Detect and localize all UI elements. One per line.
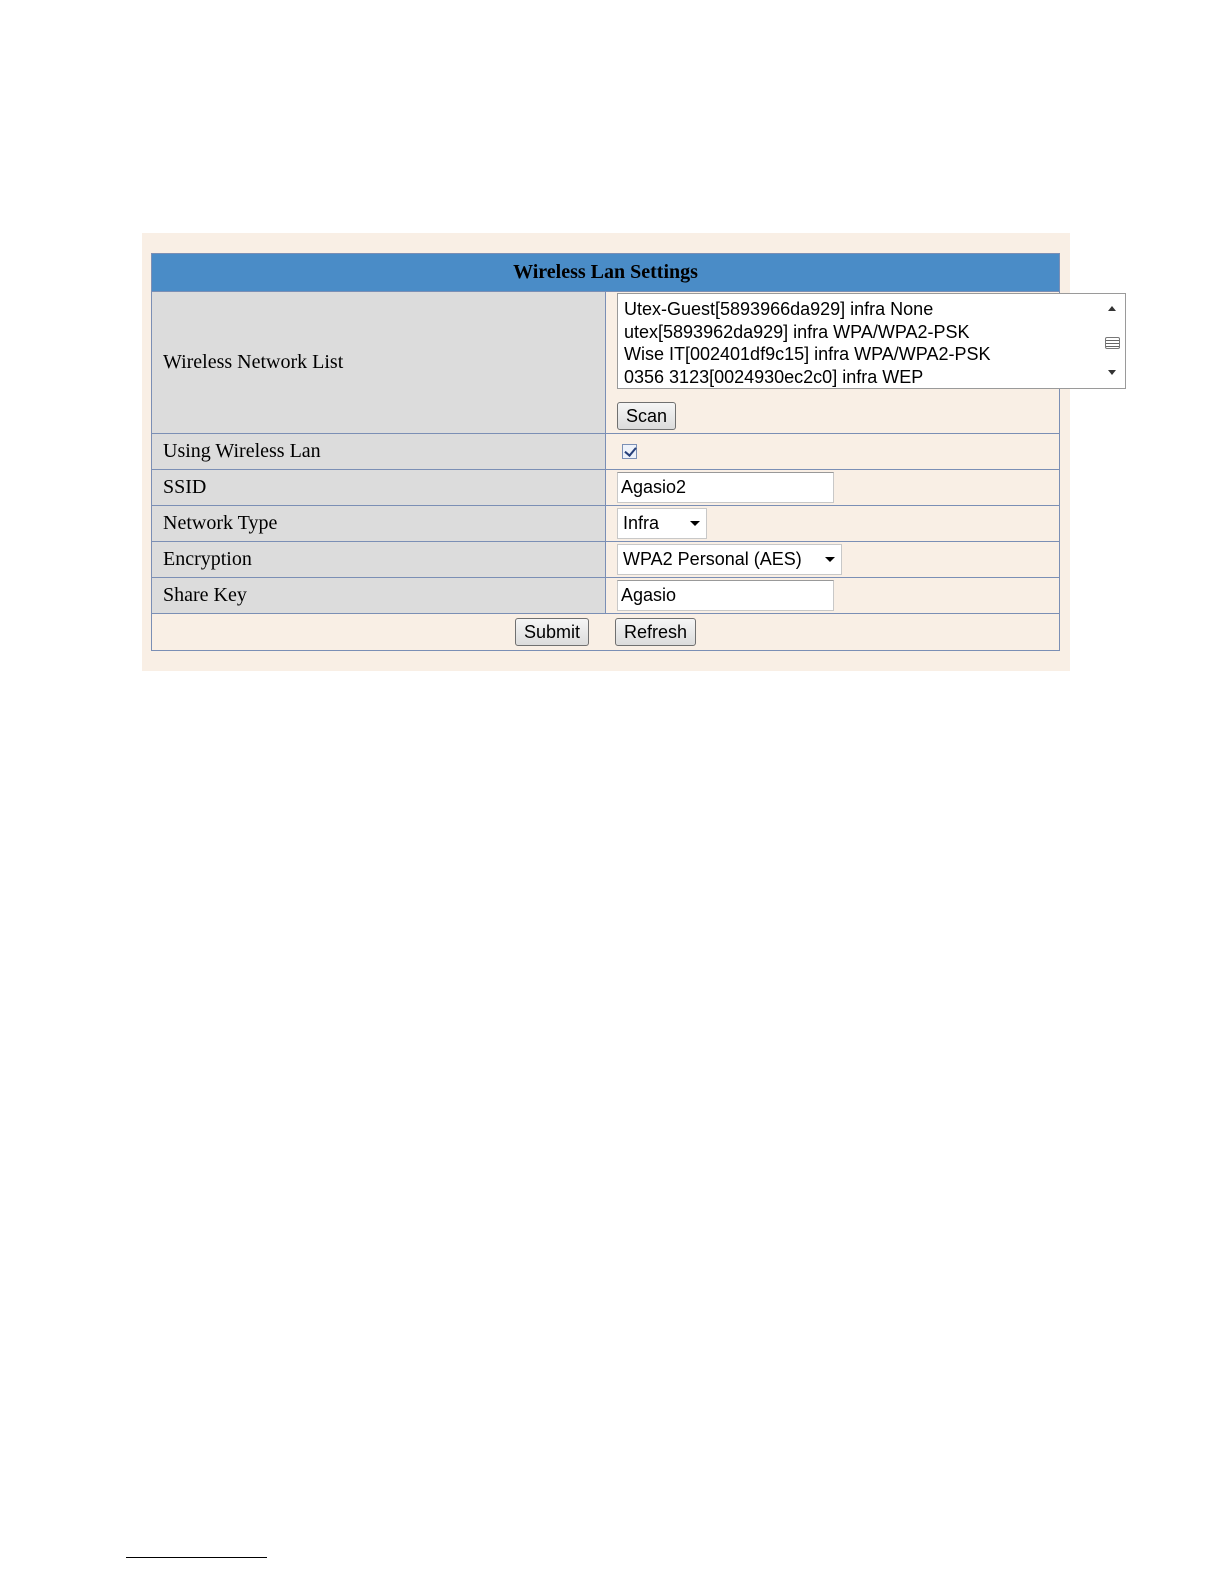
checkmark-icon (624, 444, 636, 457)
submit-button[interactable]: Submit (515, 618, 589, 646)
refresh-button[interactable]: Refresh (615, 618, 696, 646)
network-list-cell (606, 292, 1060, 434)
chevron-down-icon (690, 521, 700, 526)
encryption-select[interactable] (617, 544, 842, 575)
scan-button[interactable]: Scan (617, 402, 676, 430)
network-list-item[interactable]: Utex-Guest[5893966da929] infra None (624, 299, 934, 319)
encryption-label: Encryption (152, 542, 606, 578)
network-list-items (624, 298, 1099, 388)
network-type-value: Infra (623, 513, 660, 533)
network-listbox[interactable] (617, 293, 1126, 389)
network-type-cell (606, 506, 1060, 542)
using-wireless-checkbox[interactable] (622, 444, 637, 459)
ssid-input[interactable]: Agasio2 (617, 472, 834, 503)
share-key-label: Share Key (152, 578, 606, 614)
scroll-down-arrow-icon[interactable] (1108, 370, 1116, 375)
share-key-cell (606, 578, 1060, 614)
network-list-item[interactable]: utex[5893962da929] infra WPA/WPA2-PSK (624, 321, 970, 342)
wireless-settings-panel (142, 233, 1070, 671)
network-list-item[interactable]: 0356 3123[0024930ec2c0] infra WEP (624, 366, 924, 387)
form-actions (152, 614, 1060, 651)
chevron-down-icon (825, 557, 835, 562)
encryption-cell (606, 542, 1060, 578)
footnote-divider (126, 1557, 267, 1558)
network-type-label: Network Type (152, 506, 606, 542)
form-title: Wireless Lan Settings (152, 254, 1060, 292)
network-list-item[interactable]: Wise IT[002401df9c15] infra WPA/WPA2-PSK (624, 344, 991, 364)
ssid-label: SSID (152, 470, 606, 506)
ssid-cell (606, 470, 1060, 506)
scroll-thumb-icon[interactable] (1105, 337, 1120, 349)
share-key-input[interactable]: Agasio (617, 580, 834, 611)
network-type-select[interactable] (617, 508, 707, 539)
using-wireless-cell (606, 434, 1060, 470)
scroll-up-arrow-icon[interactable] (1108, 306, 1116, 311)
using-wireless-label: Using Wireless Lan (152, 434, 606, 470)
encryption-value: WPA2 Personal (AES) (623, 549, 802, 569)
network-list-scrollbar[interactable] (1101, 294, 1125, 388)
wireless-settings-table (151, 253, 1060, 651)
network-list-label: Wireless Network List (152, 292, 606, 434)
